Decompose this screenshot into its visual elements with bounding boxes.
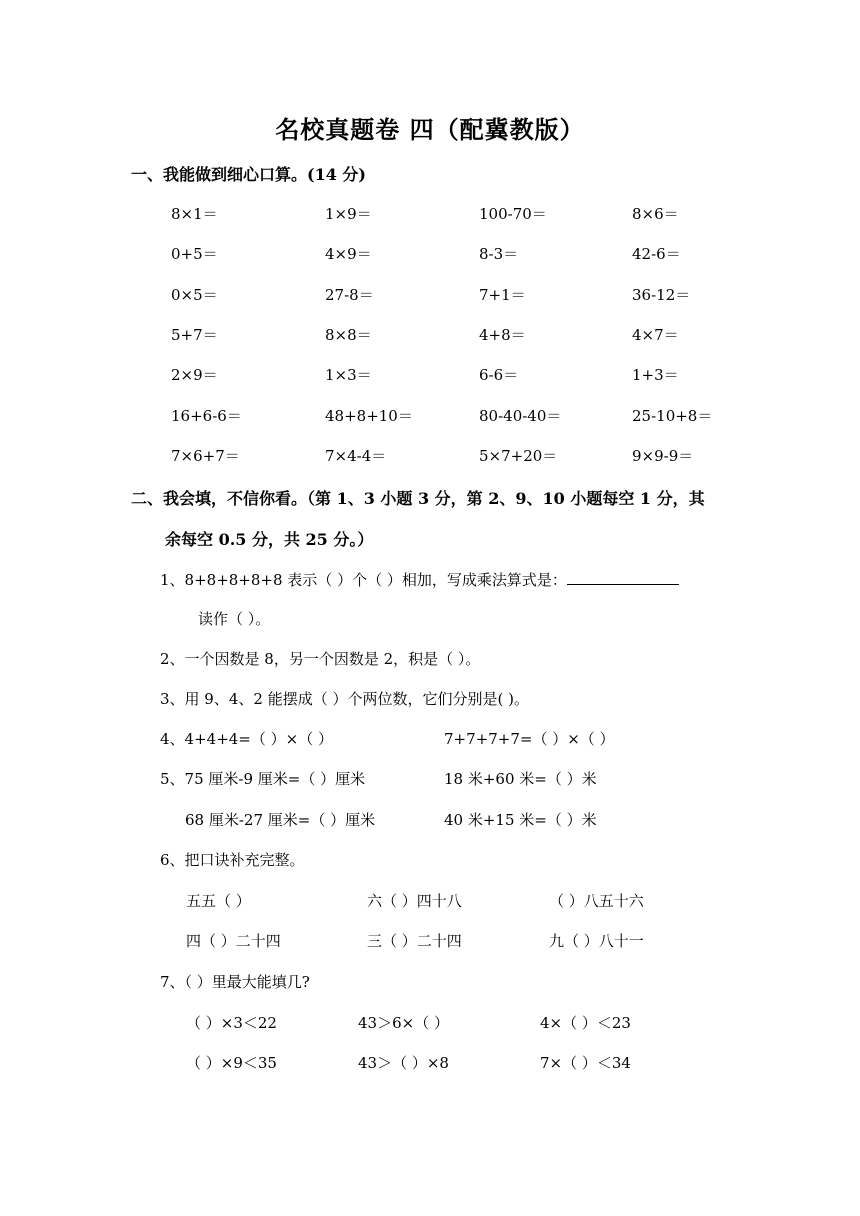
question-1 xyxy=(160,568,679,590)
inequality-item: （ ）×3＜22 xyxy=(186,1014,277,1032)
oral-problem: 8-3＝ xyxy=(479,245,519,264)
inequality-item: （ ）×9＜35 xyxy=(186,1054,277,1072)
oral-problem: 1×3＝ xyxy=(325,366,372,385)
question-7: 7、（ ）里最大能填几? xyxy=(160,973,310,991)
oral-problem: 8×1＝ xyxy=(171,205,218,223)
oral-problem: 80-40-40＝ xyxy=(479,406,562,425)
oral-problem: 48+8+10＝ xyxy=(325,406,413,425)
oral-problem: 9×9-9＝ xyxy=(632,446,694,465)
mnemonic-item: （ ）八五十六 xyxy=(549,892,644,910)
oral-problem: 0+5＝ xyxy=(171,245,218,264)
section-1-heading: 一、我能做到细心口算。(14 分) xyxy=(131,165,366,184)
page-title: 名校真题卷 四（配冀教版） xyxy=(275,115,585,144)
oral-problem: 7×6+7＝ xyxy=(171,446,240,465)
mnemonic-item: 五五（ ） xyxy=(186,892,251,910)
question-2: 2、一个因数是 8，另一个因数是 2，积是（ ）。 xyxy=(160,650,481,668)
question-5-c: 68 厘米-27 厘米=（ ）厘米 xyxy=(185,811,376,829)
mnemonic-item: 四（ ）二十四 xyxy=(186,932,281,950)
section-2-heading-line-2: 余每空 0.5 分，共 25 分。） xyxy=(165,530,374,549)
oral-problem: 1×9＝ xyxy=(325,205,372,223)
oral-problem: 25-10+8＝ xyxy=(632,406,713,425)
oral-problem: 7×4-4＝ xyxy=(325,446,387,465)
oral-problem: 0×5＝ xyxy=(171,285,218,304)
inequality-item: 7×（ ）＜34 xyxy=(540,1054,631,1072)
question-1-text: 1、8+8+8+8+8 表示（ ）个（ ）相加，写成乘法算式是： xyxy=(160,571,567,589)
oral-problem: 4×7＝ xyxy=(632,325,679,344)
oral-problem: 5×7+20＝ xyxy=(479,446,558,465)
mnemonic-item: 三（ ）二十四 xyxy=(367,932,462,950)
oral-problem: 8×8＝ xyxy=(325,325,372,344)
oral-problem: 1+3＝ xyxy=(632,366,679,385)
oral-problem: 36-12＝ xyxy=(632,285,691,304)
oral-problem: 8×6＝ xyxy=(632,205,679,223)
inequality-item: 4×（ ）＜23 xyxy=(540,1014,631,1032)
question-1-read-as: 读作（ ）。 xyxy=(198,610,271,628)
section-2-heading-line-1: 二、我会填，不信你看。（第 1、3 小题 3 分，第 2、9、10 小题每空 1 分，其 xyxy=(131,489,705,508)
question-4-right: 7+7+7+7=（ ）×（ ） xyxy=(444,730,615,748)
oral-problem: 7+1＝ xyxy=(479,285,526,304)
mnemonic-item: 六（ ）四十八 xyxy=(367,892,462,910)
oral-problem: 16+6-6＝ xyxy=(171,406,242,425)
question-5-a: 5、75 厘米-9 厘米=（ ）厘米 xyxy=(160,770,366,788)
oral-problem: 42-6＝ xyxy=(632,245,681,264)
question-4-left: 4、4+4+4=（ ）×（ ） xyxy=(160,730,333,748)
oral-problem: 4×9＝ xyxy=(325,245,372,264)
question-6: 6、把口诀补充完整。 xyxy=(160,851,305,869)
inequality-item: 43＞（ ）×8 xyxy=(358,1054,449,1072)
question-3: 3、用 9、4、2 能摆成（ ）个两位数，它们分别是( )。 xyxy=(160,690,529,708)
oral-problem: 100-70＝ xyxy=(479,205,547,223)
oral-problem: 5+7＝ xyxy=(171,325,218,344)
oral-problem: 4+8＝ xyxy=(479,325,526,344)
oral-problem: 27-8＝ xyxy=(325,285,374,304)
question-5-d: 40 米+15 米=（ ）米 xyxy=(444,811,597,829)
oral-problem: 6-6＝ xyxy=(479,366,519,385)
mnemonic-item: 九（ ）八十一 xyxy=(549,932,644,950)
answer-blank-line xyxy=(567,568,679,585)
question-5-b: 18 米+60 米=（ ）米 xyxy=(444,770,597,788)
inequality-item: 43＞6×（ ） xyxy=(358,1014,449,1032)
oral-problem: 2×9＝ xyxy=(171,366,218,385)
